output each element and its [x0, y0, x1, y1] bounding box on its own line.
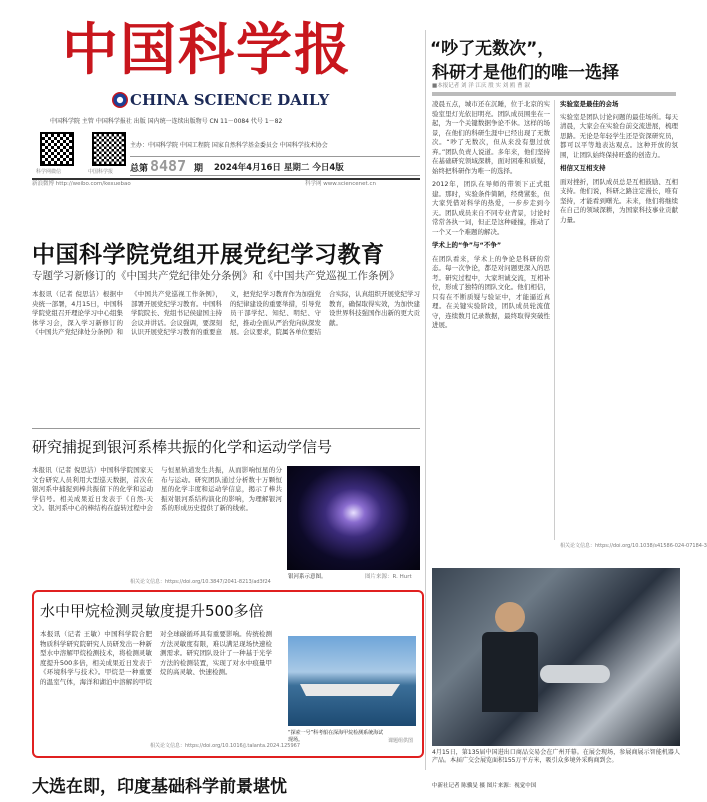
article3-headline: 水中甲烷检测灵敏度提升500多倍 [40, 602, 264, 620]
qr-code-wechat [92, 132, 126, 166]
masthead-sponsors: 中国科学院 主管 中国科学报社 出版 国内统一连续出版物号 CN 11－0084 代号 1－82 [50, 118, 283, 125]
top-right-body-2: 2012年，团队在导师的带领下正式组建。那时，实验条件简陋，经费紧张，但大家凭借对科学的热爱，一步步走到今天。团队成员来自不同专业背景，讨论时常常各执一词，但正是这种碰撞，推动了一个又一个难题的解决。 [432, 180, 550, 236]
article2-headline: 研究捕捉到银河系棒共振的化学和运动学信号 [32, 438, 333, 456]
issue-number: 8487 [150, 157, 187, 175]
research-vessel-image [288, 636, 416, 726]
top-right-col-divider [554, 100, 555, 540]
top-right-body-col2 [560, 100, 678, 540]
top-right-body-4: 实验室是团队讨论问题的最佳场所。每天清晨，大家会在实验台前交流进展，梳理思路。无论是年轻学生还是资深研究员，都可以平等地表达观点。这种开放的氛围，让团队始终保持旺盛的创造力。 [560, 112, 678, 159]
top-right-body-1: 凌晨五点，城市还在沉睡，位于北京的实验室里灯光依旧明亮。团队成员围坐在一起，为一个关键数据争论不休。这样的场景，在他们的科研生涯中已经出现了无数次。“吵了无数次，但从来没有想过放弃。”团队负责人说道。多年来，他们坚持在基础研究领域深耕，面对困难和质疑，始终把科研作为唯一的选择。 [432, 100, 550, 175]
article3-body-left: 本报讯（记者 王敏）中国科学院合肥物质科学研究院研究人员研发出一种新型水中溶解甲烷检测技术，将检测灵敏度提升500多倍，相关成果近日发表于《环境科学与技术》。甲烷是一种重要的温室气体，海洋和湖泊中溶解的甲烷对全球碳循环具有重要影响。传统检测方法灵敏度有限，难以满足现场快速检测需求。研究团队设计了一种基于光学方法的检测装置，实现了对水中痕量甲烷的高灵敏、快速检测。 [40, 630, 272, 686]
top-right-body-5: 面对挫折，团队成员总是互相鼓励、互相支持。他们说，科研之路注定漫长，唯有坚持，才能看到曙光。未来，他们将继续在自己的领域深耕，为国家科技事业贡献力量。 [560, 177, 678, 224]
top-right-byline: ■本报记者 刘 洋 江庆 殷 实 刘 鸥 曹 淑 [432, 83, 530, 89]
robot-body [482, 632, 538, 712]
galaxy-image [287, 466, 420, 570]
article3-credit: 课题组供图 [388, 738, 414, 744]
issue-box [130, 156, 420, 176]
top-right-body-col1 [432, 100, 550, 540]
lead-bottom-rule [32, 428, 420, 429]
issue-date: 2024年4月16日 星期二 今日4版 [214, 163, 344, 173]
article3-caption: “探索一号”科考船在深海甲烷检测系统海试现场。 [288, 730, 384, 743]
top-right-subhead-1: 学术上的“争”与“不争” [432, 241, 502, 249]
masthead-english-title: CHINA SCIENCE DAILY [130, 91, 330, 109]
robot-arm [540, 665, 610, 683]
photo-news-caption: 4月15日，第135届中国进出口商品交易会在广州开幕。在展会现场，参展商展示智能机器人产品。本届广交会展览面积155万平方米，吸引众多境外采购商到会。 [432, 749, 680, 764]
masthead-logo: 中国科学报 [62, 17, 352, 83]
page-column-divider [425, 30, 426, 770]
qr-caption-1: 科学网微信 [36, 169, 62, 175]
issue-label: 总第 [130, 164, 149, 174]
website-link[interactable]: 科学网 www.sciencenet.cn [305, 181, 376, 187]
weibo-link[interactable]: 新浪微博 http://weibo.com/kexuebao [32, 181, 131, 187]
top-right-headline-2: 科研才是他们的唯一选择 [432, 63, 619, 83]
article2-body: 本报讯（记者 倪思洁）中国科学院国家天文台研究人员利用大型巡天数据，首次在银河系中捕捉到棒共振留下的化学和运动学信号。相关成果近日发表于《自然-天文》。银河系中心的棒结构在旋转过程中会与恒星轨道发生共振，从而影响恒星的分布与运动。研究团队通过分析数十万颗恒星的化学丰度和运动学信息，揭示了棒共振对银河系结构演化的影响，为理解银河系的形成历史提供了新的线索。 [32, 466, 282, 512]
article2-doi: 相关论文信息：https://doi.org/10.3847/2041-8213/ad3f24 [130, 579, 271, 585]
article2-credit: 图片来源：R. Hurt [365, 574, 412, 580]
top-right-doi: 相关论文信息：https://doi.org/10.1038/s41586-024-07184-3 [560, 543, 707, 549]
top-right-photo-strip [432, 92, 676, 96]
photo-news-credit: 中新社记者 陈骥旻 摄 图片来源：视觉中国 [432, 783, 537, 789]
masthead-emblem-icon [112, 92, 128, 108]
masthead-sponsor-line2: 主办：中国科学院 中国工程院 国家自然科学基金委员会 中国科学技术协会 [130, 142, 328, 149]
vessel-shape [300, 684, 400, 696]
qr-code-weibo [40, 132, 74, 166]
article3-doi: 相关论文信息：https://doi.org/10.1016/j.talanta.2024.125967 [150, 743, 301, 749]
lead-headline: 中国科学院党组开展党纪学习教育 [32, 242, 385, 268]
lead-body: 本报讯（记者 倪思洁）根据中央统一部署，4月15日，中国科学院党组召开理论学习中心组集体学习会，深入学习新修订的《中国共产党纪律处分条例》和《中国共产党巡视工作条例》，部署开展党纪学习教育。中国科学院院长、党组书记侯建国主持会议并讲话。会议强调，要深刻认识开展党纪学习教育的重要意义，把党纪学习教育作为加强党的纪律建设的重要举措，引导党员干部学纪、知纪、明纪、守纪，推动全面从严治党向纵深发展。会议要求，院属各单位要结合实际，认真组织开展党纪学习教育，确保取得实效，为加快建设世界科技强国作出新的更大贡献。 [32, 290, 420, 336]
issue-suffix: 期 [194, 164, 204, 174]
bottom-headline: 大选在即，印度基础科学前景堪忧 [32, 777, 287, 797]
robot-figure [495, 602, 525, 632]
top-right-body-3: 在团队看来，学术上的争论是科研的常态。每一次争论，都是对问题更深入的思考。研究过程中，大家坦诚交流，互相补位，形成了独特的团队文化。他们相信，只有在不断质疑与验证中，才能逼近真理。在关键实验阶段，团队成员轮流值守，连续数月记录数据，最终取得突破性进展。 [432, 254, 550, 329]
robot-expo-photo [432, 568, 680, 746]
top-right-subhead-2: 实验室是最佳的会场 [560, 100, 619, 108]
article2-caption: 银河系示意图。 [288, 574, 327, 580]
top-right-headline-1: “吵了无数次”， [430, 39, 555, 59]
top-right-subhead-3: 相信又互相支持 [560, 164, 606, 172]
lead-subhead: 专题学习新修订的《中国共产党纪律处分条例》和《中国共产党巡视工作条例》 [32, 270, 400, 282]
qr-caption-2: 中国科学报 [88, 169, 114, 175]
